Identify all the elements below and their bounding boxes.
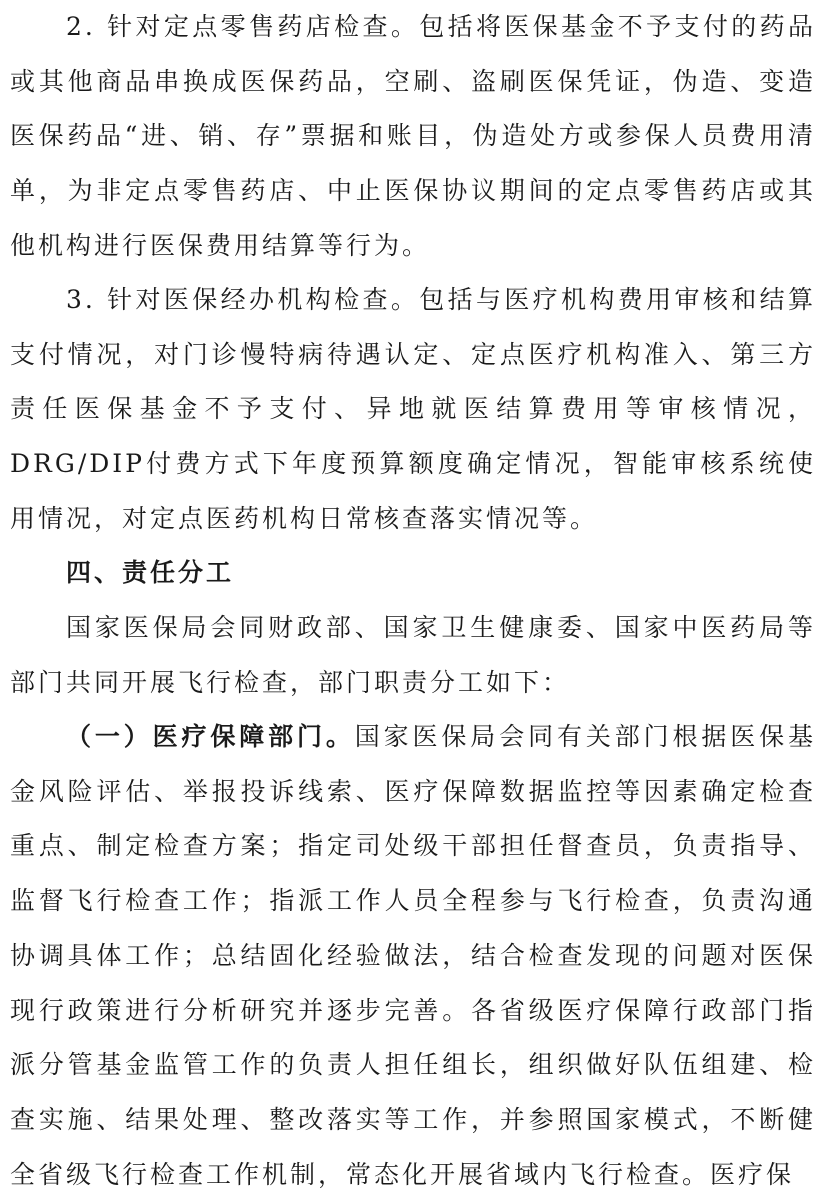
paragraph-medical-security-dept — [10, 710, 816, 1202]
paragraph-intro: 国家医保局会同财政部、国家卫生健康委、国家中医药局等部门共同开展飞行检查，部门职责分工如下： — [10, 613, 816, 697]
section-heading: 四、责任分工 — [66, 558, 235, 587]
subsection-body: 国家医保局会同有关部门根据医保基金风险评估、举报投诉线索、医疗保障数据监控等因素确定检查重点、制定检查方案；指定司处级干部担任督查员，负责指导、监督飞行检查工作；指派工作人员全程参与飞行检查，负责沟通协调具体工作；总结固化经验做法，结合检查发现的问题对医保现行政策进行分析研究并逐步完善。各省级医疗保障行政部门指派分管基金监管工作的负责人担任组长，组织做好队伍组建、检查实施、结果处理、整改落实等工作，并参照国家模式，不断健全省级飞行检查工作机制，常态化开展省域内飞行检查。医疗保 — [10, 722, 816, 1189]
paragraph-pharmacy-inspection: 2. 针对定点零售药店检查。包括将医保基金不予支付的药品或其他商品串换成医保药品，空刷、盗刷医保凭证，伪造、变造医保药品“进、销、存”票据和账目，伪造处方或参保人员费用清单，为非定点零售药店、中止医保协议期间的定点零售药店或其他机构进行医保费用结算等行为。 — [10, 12, 816, 260]
subsection-label: （一）医疗保障部门。 — [66, 722, 355, 751]
paragraph-agency-inspection: 3. 针对医保经办机构检查。包括与医疗机构费用审核和结算支付情况，对门诊慢特病待遇认定、定点医疗机构准入、第三方责任医保基金不予支付、异地就医结算费用等审核情况，DRG/DIP付费方式下年度预算额度确定情况，智能审核系统使用情况，对定点医药机构日常核查落实情况等。 — [10, 285, 816, 533]
